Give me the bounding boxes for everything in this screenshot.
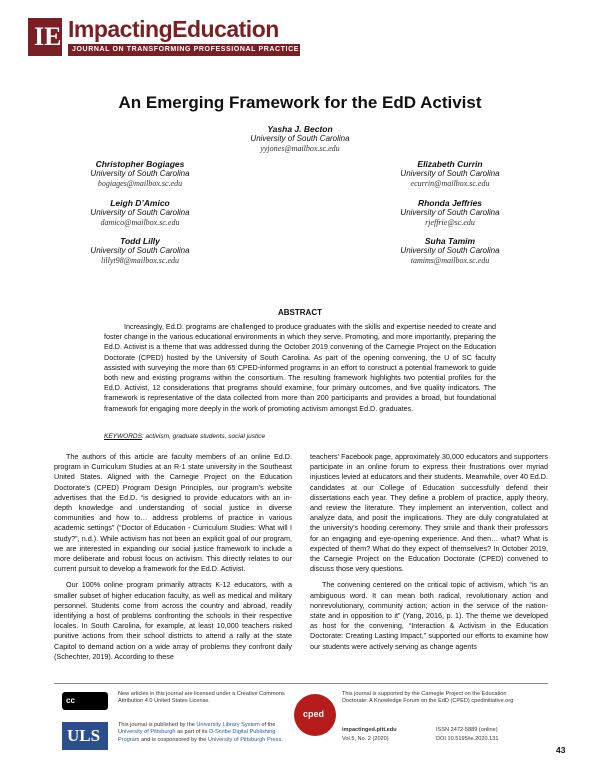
issn: ISSN 2472-5889 (online): [436, 727, 498, 733]
abstract-text: Increasingly, Ed.D. programs are challenged to produce graduates with the skills and expertise needed to create and foster change in the various educational environments in which they serve. Promoting, and more importantly, preparing the Ed.D. Activist is a theme that was addressed during the October 2019 convening of the Carnegie Project on the Education Doctorate (CPED) hosted by the University of South Carolina. As part of the opening convening, the U of SC faculty assisted with surveying the more than 65 CPED-informed programs in an effort to construct a potential framework to guide both new and existing programs within the consortium. The resulting framework highlights two potential profiles for the Ed.D. Activist, 12 considerations that programs should examine, four primary outcomes, and five quality indicators. The framework is representative of the data collected from more than 200 participants and provides a broad, but foundational framework for engaging more deeply in the work of promoting activism amongst Ed.D. graduates.: [104, 322, 496, 413]
publisher-text-part: of the: [259, 722, 276, 728]
author-affiliation: University of South Carolina: [400, 246, 500, 255]
keywords-list: activism, graduate students, social justice: [145, 433, 266, 440]
author-email[interactable]: rjeffrie@sc.edu: [425, 218, 475, 227]
author-affiliation: University of South Carolina: [400, 208, 500, 217]
logo-subtitle: JOURNAL ON TRANSFORMING PROFESSIONAL PRACTICE: [68, 44, 300, 56]
keywords-colon: :: [141, 433, 146, 440]
logo-word-impacting: Impacting: [68, 16, 173, 42]
pitt-link[interactable]: University of Pittsburgh: [118, 729, 176, 736]
author-name: Leigh D’Amico: [110, 198, 170, 208]
author-email[interactable]: lillyt98@mailbox.sc.edu: [100, 256, 179, 265]
publisher-text-part: as part of its: [175, 729, 210, 736]
author-right-2: [370, 198, 530, 228]
support-text: This journal is supported by the Carnegie Project on the Education Doctorate: A Knowledge Forum on the EdD (CPED) cpedinitiative.org: [342, 691, 514, 705]
cped-logo-text: cped: [303, 709, 325, 719]
body-column-left: [54, 452, 292, 668]
article-title: An Emerging Framework for the EdD Activist: [118, 93, 482, 112]
author-email[interactable]: tamims@mailbox.sc.edu: [410, 256, 490, 265]
author-affiliation: University of South Carolina: [90, 246, 190, 255]
cc-badge-text: cc: [66, 696, 75, 705]
author-affiliation: University of South Carolina: [90, 208, 190, 217]
body-paragraph: Our 100% online program primarily attracts K-12 educators, with a smaller subset of higher education faculty, as well as medical and military personnel. Students come from across the country and abroad, readily identifying a host of problems confronting the schools in their respective locales. In South Carolina, for example, at least 10,000 teachers risked punitive actions from their school districts to attend a rally at the state Capitol to demand action on a wide array of problems they confront daily (Schechter, 2019). According to these: [54, 580, 292, 661]
author-right-1: [370, 159, 530, 189]
publisher-text-part: This journal is published by the: [118, 722, 197, 728]
author-left-2: [60, 198, 220, 228]
author-name: Christopher Bogiages: [95, 159, 185, 169]
journal-logo: [24, 16, 300, 62]
creative-commons-badge[interactable]: [62, 692, 108, 710]
publisher-text: [118, 722, 290, 744]
author-right-3: [370, 236, 530, 266]
author-name: Elizabeth Currin: [417, 159, 483, 169]
uls-logo[interactable]: [62, 722, 108, 750]
body-column-right: [310, 452, 548, 658]
author-affiliation: University of South Carolina: [400, 169, 500, 178]
logo-mark: [28, 18, 62, 56]
publisher-text-part: .: [281, 736, 283, 743]
uls-logo-text: ULS: [67, 726, 101, 745]
author-name: Rhonda Jeffries: [417, 198, 483, 208]
keywords-label: KEYWORDS: [104, 433, 142, 440]
doi[interactable]: DOI 10.5195/ie.2020.131: [436, 736, 499, 742]
cped-logo[interactable]: [294, 694, 336, 736]
abstract-heading: ABSTRACT: [278, 308, 322, 317]
author-email[interactable]: yyjones@mailbox.sc.edu: [260, 144, 340, 153]
body-paragraph: teachers’ Facebook page, approximately 30,000 educators and supporters participate in an online forum to express their frustrations over myriad injustices levied at educators and their students. Meanwhile, over 40 Ed.D. candidates at our College of Education successfully defend their dissertations each year. They define a problem of practice, apply theory, and review the literature. They implement an intervention, collect and analyze data, and posit the implications. They are duly congratulated at the university’s hooding ceremony. They smile and thank their professors for an engaging and eye-opening experience. And then… what? What is expected of them? What do they expect of themselves? In October 2019, the Carnegie Project on the Education Doctorate (CPED) convened to discuss those very questions.: [310, 452, 548, 574]
license-text: New articles in this journal are licensed under a Creative Commons Attribution 4.0 United States License.: [118, 691, 285, 705]
author-email[interactable]: bogiages@mailbox.sc.edu: [97, 179, 183, 188]
publisher-text-part: and is cosponsored by the: [139, 736, 208, 743]
logo-word-education: Education: [172, 16, 279, 42]
body-paragraph: The authors of this article are faculty members of an online Ed.D. program in Curriculum Studies at an R-1 state university in the Southeast United States. Aligned with the Carnegie Project on the Education Doctorate’s (CPED) Program Design Principles, our program’s website advertises that the Ed.D. “is designed to provide educators with an in-depth knowledge and understanding of social justice in diverse communities and how to… address problems of practice in various academic settings” (“Doctor of Education - Curriculum Studies: What will I study?”, n.d.). While activism has not been an explicit goal of our program, we are interested in expanding our social justice framework to include a more deliberate and robust focus on activism. This directly relates to our current pursuit to develop a framework for the Ed.D. Activist.: [54, 452, 292, 574]
uls-link[interactable]: University Library System: [196, 722, 260, 728]
body-paragraph: The convening centered on the critical topic of activism, which “is an ambiguous word. It can mean both radical, revolutionary action and nonrevolutionary, community action; action in the service of the nation-state and in opposition to it” (Yang, 2016, p. 1). The theme we developed as host for the convening, “Interaction & Activism in the Education Doctorate: Creating Lasting Impact,” supported our efforts to examine how our students were actively serving as change agents: [310, 580, 548, 651]
journal-site[interactable]: impactinged.pitt.edu: [342, 727, 397, 733]
author-name: Todd Lilly: [120, 236, 160, 246]
author-affiliation: University of South Carolina: [250, 134, 350, 143]
dscribe-link[interactable]: D-Scribe Digital Publishing Program: [118, 729, 276, 743]
author-left-3: [60, 236, 220, 266]
author-left-1: [60, 159, 220, 189]
author-name: Suha Tamim: [424, 236, 476, 246]
keywords: [104, 433, 265, 440]
lead-author: [200, 124, 400, 154]
logo-title: [68, 16, 279, 43]
volume-info: Vol.5, No. 2 (2020): [342, 736, 389, 742]
author-affiliation: University of South Carolina: [90, 169, 190, 178]
author-email[interactable]: damico@mailbox.sc.edu: [100, 218, 180, 227]
author-email[interactable]: ecurrin@mailbox.sc.edu: [410, 179, 490, 188]
pitt-press-link[interactable]: University of Pittsburgh Press: [207, 736, 282, 743]
page-number: 43: [556, 745, 566, 755]
footer-divider: [54, 683, 548, 684]
author-name: Yasha J. Becton: [267, 124, 333, 134]
logo-mark-text: IE: [34, 22, 62, 51]
